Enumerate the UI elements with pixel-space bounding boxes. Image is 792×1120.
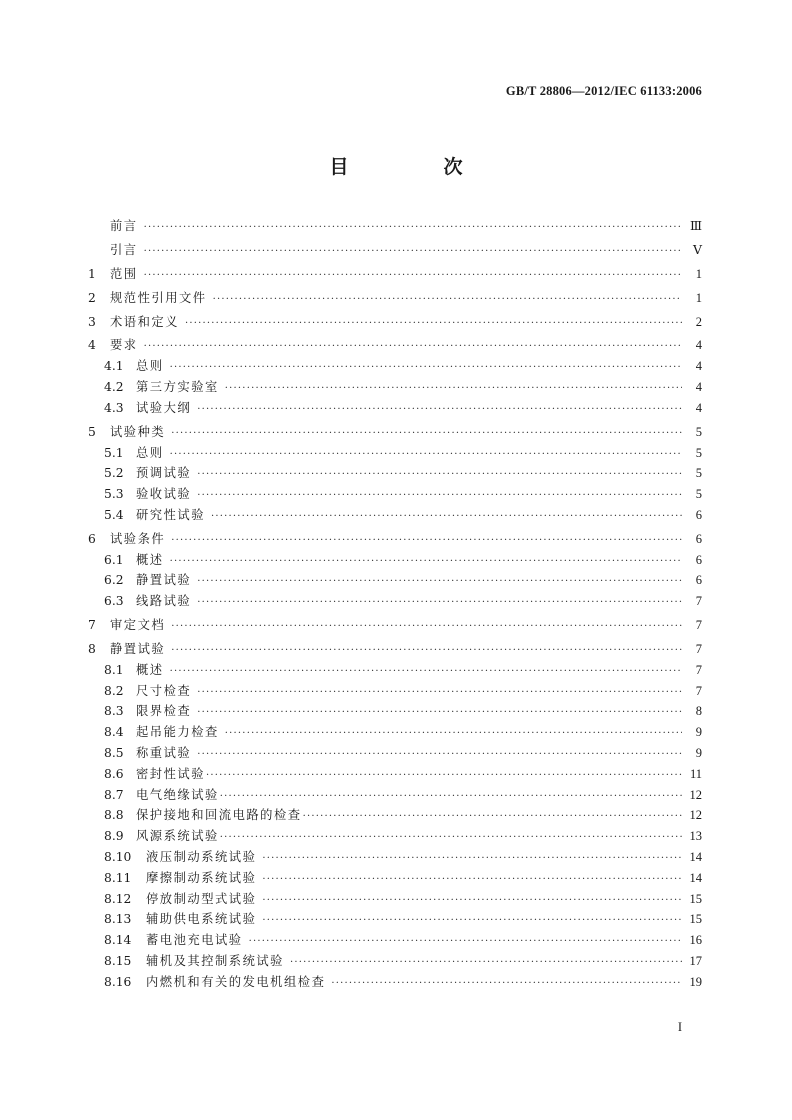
toc-dot-leader <box>144 270 682 281</box>
toc-entry-page: 12 <box>689 787 702 802</box>
toc-entry-number: 5.3 <box>104 487 124 502</box>
toc-dot-leader <box>170 449 682 460</box>
standard-code-header: GB/T 28806—2012/IEC 61133:2006 <box>505 84 702 98</box>
toc-entry[interactable] <box>88 785 702 806</box>
toc-entry-number: 4.1 <box>104 359 124 374</box>
toc-entry-title: 预调试验 <box>136 466 192 481</box>
toc-entry-number: 5.1 <box>104 445 124 460</box>
toc-entry-page: 7 <box>695 594 702 609</box>
toc-entry-title: 规范性引用文件 <box>110 290 207 305</box>
toc-entry[interactable] <box>88 550 702 571</box>
toc-entry[interactable] <box>88 570 702 591</box>
toc-dot-leader <box>206 770 682 781</box>
toc-entry-number: 8.16 <box>104 974 132 989</box>
toc-entry-title: 总则 <box>136 445 164 460</box>
toc-entry-title: 液压制动系统试验 <box>146 849 257 864</box>
toc-entry-number: 8.10 <box>104 849 132 864</box>
toc-dot-leader <box>144 222 682 233</box>
toc-entry-title: 尺寸检查 <box>136 683 192 698</box>
toc-entry-page: 15 <box>689 891 702 906</box>
toc-entry-title: 验收试验 <box>136 487 192 502</box>
toc-dot-leader <box>170 556 682 567</box>
toc-dot-leader <box>220 791 682 802</box>
toc-entry-number: 8.4 <box>104 725 124 740</box>
toc-entry-number: 4.2 <box>104 380 124 395</box>
toc-dot-leader <box>197 469 682 480</box>
toc-entry-number: 8 <box>88 641 96 656</box>
toc-dot-leader <box>225 383 682 394</box>
toc-entry-title: 停放制动型式试验 <box>146 891 257 906</box>
toc-entry[interactable] <box>88 639 702 660</box>
toc-entry-page: 9 <box>695 745 702 760</box>
toc-dot-leader <box>197 597 682 608</box>
toc-entry[interactable] <box>88 484 702 505</box>
toc-entry-page: 4 <box>695 400 702 415</box>
toc-dot-leader <box>262 915 682 926</box>
toc-entry-number: 8.11 <box>104 870 132 885</box>
toc-entry[interactable] <box>88 615 702 636</box>
toc-entry[interactable] <box>88 216 702 237</box>
toc-entry-title: 静置试验 <box>110 641 166 656</box>
toc-entry-number: 8.14 <box>104 933 132 948</box>
toc-entry-title: 辅机及其控制系统试验 <box>146 953 284 968</box>
toc-entry[interactable] <box>88 264 702 285</box>
toc-entry-page: Ⅴ <box>692 242 702 257</box>
toc-entry[interactable] <box>88 868 702 889</box>
toc-dot-leader <box>197 404 682 415</box>
toc-entry-number: 8.9 <box>104 829 124 844</box>
toc-entry[interactable] <box>88 722 702 743</box>
toc-entry-page: 7 <box>695 641 702 656</box>
toc-entry[interactable] <box>88 443 702 464</box>
toc-entry-page: 16 <box>689 933 702 948</box>
toc-dot-leader <box>197 749 682 760</box>
toc-dot-leader <box>171 428 682 439</box>
toc-entry-title: 概述 <box>136 552 164 567</box>
toc-dot-leader <box>170 362 682 373</box>
toc-entry[interactable] <box>88 660 702 681</box>
toc-dot-leader <box>262 895 682 906</box>
toc-entry-page: Ⅲ <box>689 219 702 233</box>
toc-entry-number: 8.2 <box>104 683 124 698</box>
toc-dot-leader <box>213 294 682 305</box>
toc-entry-page: 5 <box>695 445 702 460</box>
toc-dot-leader <box>197 687 682 698</box>
toc-entry[interactable] <box>88 743 702 764</box>
toc-dot-leader <box>290 957 682 968</box>
toc-entry-number: 6.1 <box>104 552 124 567</box>
toc-dot-leader <box>144 246 682 257</box>
toc-entry-page: 1 <box>695 266 702 281</box>
toc-entry[interactable] <box>88 805 702 826</box>
toc-entry-number: 6.3 <box>104 594 124 609</box>
toc-dot-leader <box>144 341 682 352</box>
toc-entry-page: 14 <box>689 849 702 864</box>
toc-entry-page: 1 <box>695 290 702 305</box>
toc-entry-number: 3 <box>88 314 96 329</box>
toc-dot-leader <box>249 936 682 947</box>
toc-entry-page: 7 <box>695 662 702 677</box>
toc-entry-page: 9 <box>695 725 702 740</box>
toc-entry-page: 4 <box>695 359 702 374</box>
toc-entry[interactable] <box>88 356 702 377</box>
toc-entry-page: 6 <box>695 531 702 546</box>
toc-entry[interactable] <box>88 377 702 398</box>
toc-entry-title: 总则 <box>136 359 164 374</box>
toc-entry-page: 7 <box>695 683 702 698</box>
toc-dot-leader <box>170 666 682 677</box>
toc-dot-leader <box>197 490 682 501</box>
toc-entry[interactable] <box>88 505 702 526</box>
toc-entry-page: 6 <box>695 552 702 567</box>
toc-dot-leader <box>225 728 682 739</box>
toc-entry-title: 起吊能力检查 <box>136 725 219 740</box>
toc-entry-page: 13 <box>689 829 702 844</box>
toc-entry-page: 5 <box>695 424 702 439</box>
toc-entry-title: 概述 <box>136 662 164 677</box>
toc-entry-page: 8 <box>695 704 702 719</box>
toc-entry-page: 6 <box>695 573 702 588</box>
toc-entry-number: 5.4 <box>104 507 124 522</box>
toc-entry-title: 保护接地和回流电路的检查 <box>136 808 302 823</box>
toc-entry[interactable] <box>88 422 702 443</box>
toc-dot-leader <box>197 707 682 718</box>
toc-entry-number: 8.8 <box>104 808 124 823</box>
toc-entry-number: 8.13 <box>104 912 132 927</box>
toc-entry-title: 称重试验 <box>136 745 192 760</box>
toc-entry-title: 试验条件 <box>110 531 166 546</box>
toc-entry-number: 4 <box>88 338 96 353</box>
toc-entry-page: 4 <box>695 380 702 395</box>
toc-entry-number: 8.7 <box>104 787 124 802</box>
toc-entry-page: 7 <box>695 618 702 633</box>
toc-entry[interactable] <box>88 681 702 702</box>
toc-entry-number: 5.2 <box>104 466 124 481</box>
toc-entry-title: 摩擦制动系统试验 <box>146 870 257 885</box>
toc-entry-title: 术语和定义 <box>110 314 179 329</box>
toc-entry-page: 2 <box>695 314 702 329</box>
toc-entry-title: 蓄电池充电试验 <box>146 933 243 948</box>
toc-dot-leader <box>171 645 682 656</box>
toc-entry-title: 线路试验 <box>136 594 192 609</box>
toc-entry-title: 内燃机和有关的发电机组检查 <box>146 974 326 989</box>
toc-entry[interactable] <box>88 701 702 722</box>
toc-entry-page: 15 <box>689 912 702 927</box>
toc-entry-number: 5 <box>88 424 96 439</box>
toc-entry-title: 密封性试验 <box>136 766 205 781</box>
page-number: I <box>677 1020 682 1034</box>
table-of-contents <box>88 216 702 993</box>
toc-entry[interactable] <box>88 288 702 309</box>
toc-entry-number: 2 <box>88 290 96 305</box>
toc-dot-leader <box>262 853 682 864</box>
toc-entry-number: 8.3 <box>104 704 124 719</box>
toc-entry-page: 11 <box>689 766 702 781</box>
toc-entry-title: 要求 <box>110 338 138 353</box>
toc-dot-leader <box>262 874 682 885</box>
toc-entry-page: 5 <box>695 487 702 502</box>
toc-entry-number: 8.15 <box>104 953 132 968</box>
toc-entry[interactable] <box>88 972 702 993</box>
toc-entry-title: 静置试验 <box>136 573 192 588</box>
toc-entry[interactable] <box>88 398 702 419</box>
toc-entry-title: 电气绝缘试验 <box>136 787 219 802</box>
toc-entry[interactable] <box>88 591 702 612</box>
toc-entry[interactable] <box>88 847 702 868</box>
toc-dot-leader <box>171 535 682 546</box>
toc-dot-leader <box>171 621 682 632</box>
toc-entry-title: 限界检查 <box>136 704 192 719</box>
toc-entry[interactable] <box>88 529 702 550</box>
toc-entry-number: 8.12 <box>104 891 132 906</box>
toc-entry-title: 试验大纲 <box>136 400 192 415</box>
toc-entry-page: 19 <box>689 974 702 989</box>
toc-entry-title: 范围 <box>110 266 138 281</box>
toc-entry-number: 8.6 <box>104 766 124 781</box>
toc-entry-title: 引言 <box>110 242 138 257</box>
toc-entry-number: 8.5 <box>104 745 124 760</box>
toc-dot-leader <box>197 576 682 587</box>
toc-entry[interactable] <box>88 463 702 484</box>
toc-entry-number: 6.2 <box>104 573 124 588</box>
toc-entry[interactable] <box>88 312 702 333</box>
toc-dot-leader <box>211 511 682 522</box>
toc-dot-leader <box>303 811 682 822</box>
toc-entry-number: 8.1 <box>104 662 124 677</box>
toc-entry[interactable] <box>88 764 702 785</box>
toc-entry[interactable] <box>88 335 702 356</box>
toc-entry[interactable] <box>88 951 702 972</box>
toc-entry[interactable] <box>88 909 702 930</box>
toc-dot-leader <box>331 978 682 989</box>
toc-entry-page: 12 <box>689 808 702 823</box>
toc-entry-title: 前言 <box>110 219 138 233</box>
toc-entry-page: 17 <box>689 953 702 968</box>
toc-entry-number: 7 <box>88 618 96 633</box>
toc-dot-leader <box>185 318 682 329</box>
toc-entry[interactable] <box>88 240 702 261</box>
toc-entry-title: 风源系统试验 <box>136 829 219 844</box>
toc-entry-number: 1 <box>88 266 96 281</box>
toc-entry-page: 4 <box>695 338 702 353</box>
toc-entry-title: 试验种类 <box>110 424 166 439</box>
toc-dot-leader <box>220 832 682 843</box>
toc-entry[interactable] <box>88 826 702 847</box>
toc-entry-number: 6 <box>88 531 96 546</box>
toc-entry-number: 4.3 <box>104 400 124 415</box>
toc-entry[interactable] <box>88 889 702 910</box>
toc-entry-title: 研究性试验 <box>136 507 205 522</box>
toc-entry-page: 14 <box>689 870 702 885</box>
toc-entry-title: 审定文档 <box>110 618 166 633</box>
page-title: 目 次 <box>329 156 501 178</box>
toc-entry-page: 5 <box>695 466 702 481</box>
toc-entry-title: 第三方实验室 <box>136 380 219 395</box>
toc-entry-title: 辅助供电系统试验 <box>146 912 257 927</box>
toc-entry[interactable] <box>88 930 702 951</box>
toc-entry-page: 6 <box>695 507 702 522</box>
